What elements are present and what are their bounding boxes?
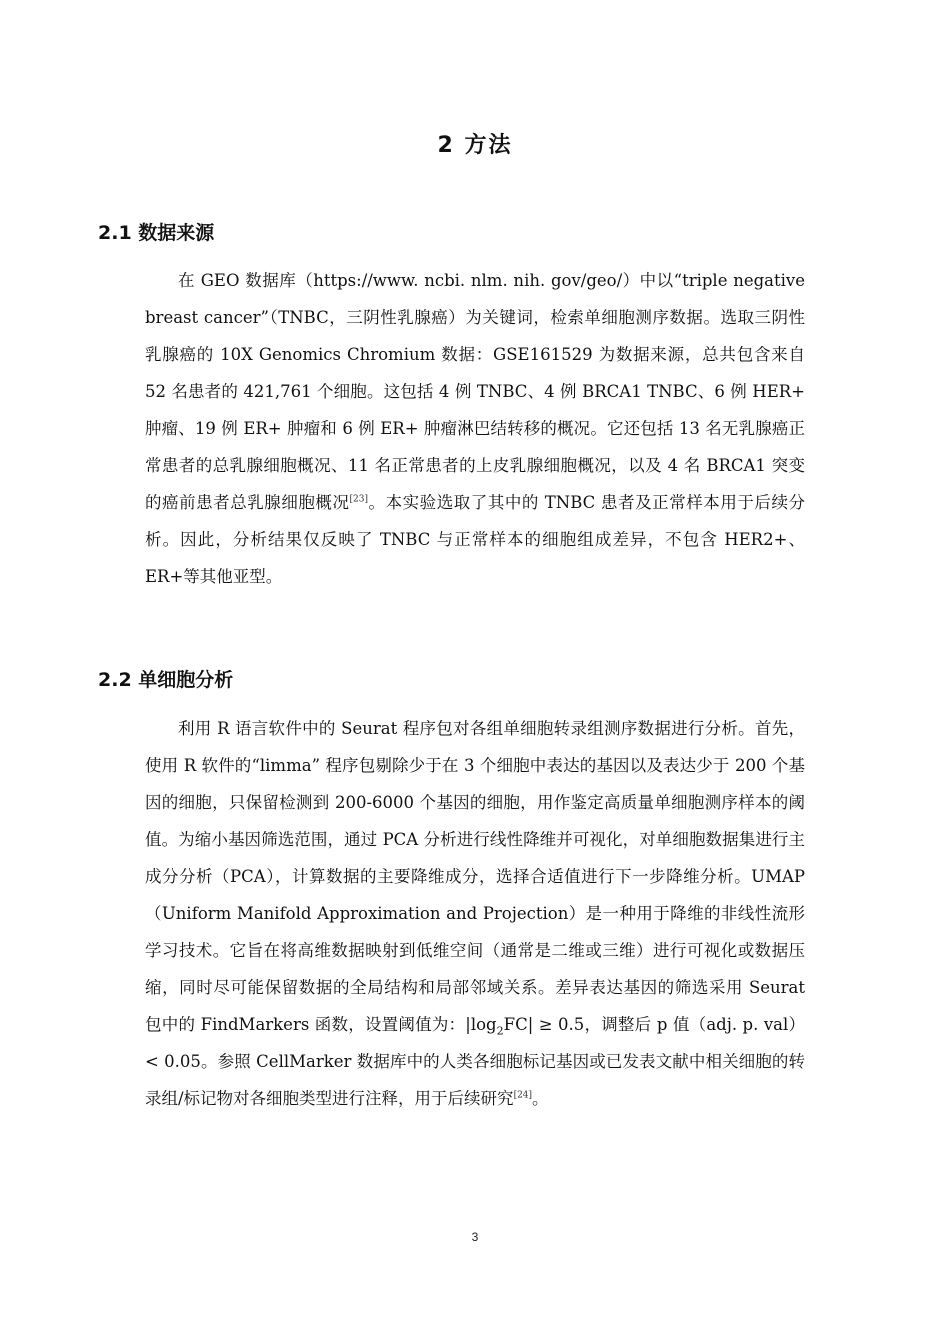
page-number: 3	[471, 1230, 479, 1244]
chapter-title: 2 方法	[437, 133, 513, 158]
citation-ref[interactable]: [23]	[349, 494, 368, 505]
paragraph-text: 。本实验选取了其中的 TNBC 患者及正常样本用于后续分析。因此，分析结果仅反映了 TNBC 与正常样本的细胞组成差异，不包含 HER2+、ER+等其他亚型。	[145, 493, 805, 586]
paragraph-data-source	[145, 262, 805, 595]
paragraph-single-cell-analysis	[145, 710, 805, 1117]
subscript: 2	[496, 1024, 504, 1038]
citation-ref[interactable]: [24]	[513, 1090, 533, 1101]
paragraph-text: 利用 R 语言软件中的 Seurat 程序包对各组单细胞转录组测序数据进行分析。首先，使用 R 软件的“limma” 程序包剔除少于在 3 个细胞中表达的基因以及表达少于 200 个基因的细胞，只保留检测到 200-6000 个基因的细胞，用作鉴定高质量单细胞测序样本的阈值。为缩小基因筛选范围，通过 PCA 分析进行线性降维并可视化，对单细胞数据集进行主成分分析（PCA），计算数据的主要降维成分，选择合适值进行下一步降维分析。UMAP（Uniform Manifold Approximation and Projection）是一种用于降维的非线性流形学习技术。它旨在将高维数据映射到低维空间（通常是二维或三维）进行可视化或数据压缩，同时尽可能保留数据的全局结构和局部邻域关系。差异表达基因的筛选采用 Seurat 包中的 FindMarkers 函数，设置阈值为：|log	[145, 719, 805, 1034]
paragraph-text: 。	[532, 1089, 549, 1108]
paragraph-text: 在 GEO 数据库（https://www. ncbi. nlm. nih. gov/geo/）中以“triple negative breast cancer”（TNBC，三阴性乳腺癌）为关键词，检索单细胞测序数据。选取三阴性乳腺癌的 10X Genomics Chromium 数据：GSE161529 为数据来源，总共包含来自 52 名患者的 421,761 个细胞。这包括 4 例 TNBC、4 例 BRCA1 TNBC、6 例 HER+ 肿瘤、19 例 ER+ 肿瘤和 6 例 ER+ 肿瘤淋巴结转移的概况。它还包括 13 名无乳腺癌正常患者的总乳腺细胞概况、11 名正常患者的上皮乳腺细胞概况，以及 4 名 BRCA1 突变的癌前患者总乳腺细胞概况	[145, 271, 805, 512]
section-title-data-source: 2.1 数据来源	[98, 222, 215, 244]
section-title-single-cell-analysis: 2.2 单细胞分析	[98, 669, 234, 691]
paragraph-text: FC| ≥ 0.5，调整后 p 值（adj. p. val）< 0.05。参照 CellMarker 数据库中的人类各细胞标记基因或已发表文献中相关细胞的转录组/标记物对各细胞类型进行注释，用于后续研究	[145, 1015, 805, 1108]
